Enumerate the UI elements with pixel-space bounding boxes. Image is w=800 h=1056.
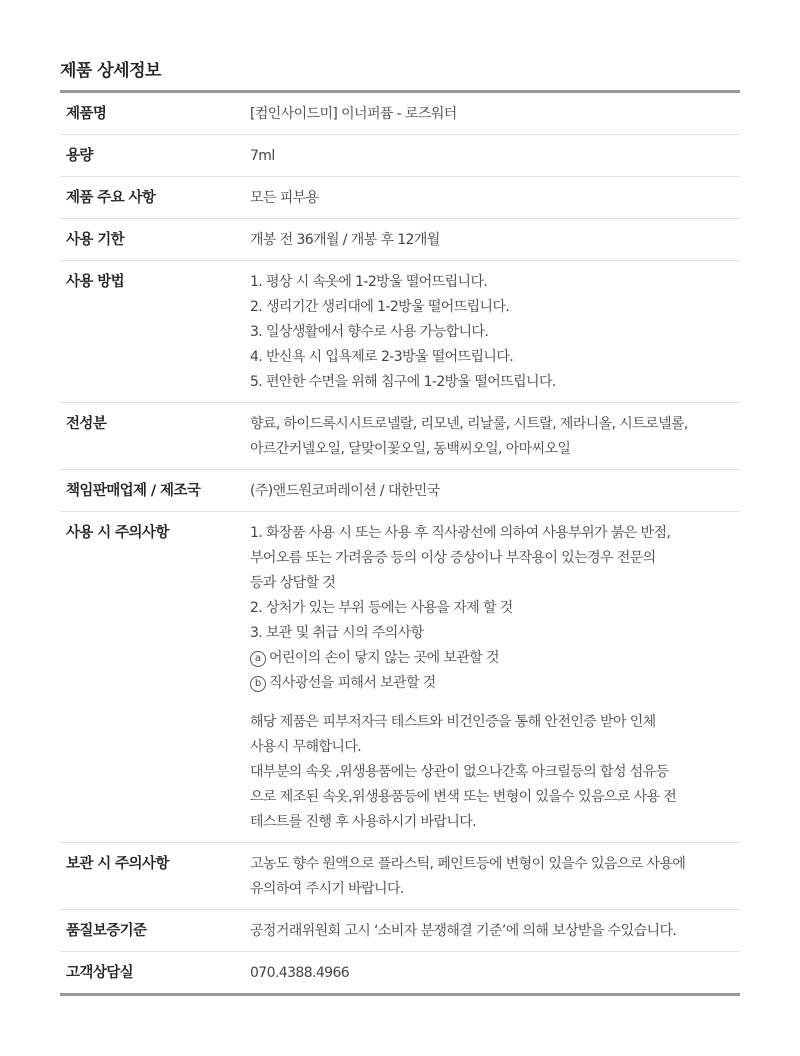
value-line: 개봉 전 36개월 / 개봉 후 12개월 (250, 232, 440, 248)
row-label: 사용 기한 (66, 232, 125, 248)
row-label: 제품 주요 사항 (66, 190, 156, 206)
table-row-product-name (60, 93, 740, 134)
value-line: 부어오름 또는 가려움증 등의 이상 증상이나 부작용이 있는경우 전문의 (250, 550, 656, 566)
value-line: 모든 피부용 (250, 190, 319, 206)
value-line: 1. 화장품 사용 시 또는 사용 후 직사광선에 의하여 사용부위가 붉은 반점, (250, 525, 671, 541)
row-label: 사용 시 주의사항 (66, 525, 169, 541)
table-row-usage (60, 260, 740, 402)
value-line: 해당 제품은 피부저자극 테스트와 비건인증을 통해 안전인증 받아 인체 (250, 714, 656, 730)
table-row-expiry (60, 218, 740, 260)
value-line: 테스트를 진행 후 사용하시기 바랍니다. (250, 814, 477, 830)
row-value (250, 93, 740, 134)
table-row-quality-standard (60, 909, 740, 951)
row-label: 보관 시 주의사항 (66, 856, 169, 872)
value-line: (주)앤드원코퍼레이션 / 대한민국 (250, 483, 440, 499)
row-value (250, 512, 740, 842)
row-value (250, 910, 740, 951)
table-row-manufacturer (60, 469, 740, 511)
value-line: 향료, 하이드록시시트로넬랄, 리모넨, 리날룰, 시트랄, 제라니올, 시트로넬롤, (250, 416, 688, 432)
value-line: 5. 편안한 수면을 위해 침구에 1-2방울 떨어뜨립니다. (250, 374, 556, 390)
page-title: 제품 상세정보 (60, 61, 161, 81)
row-label: 고객상담실 (66, 965, 134, 981)
value-line: 고농도 향수 원액으로 플라스틱, 페인트등에 변형이 있을수 있음으로 사용에 (250, 856, 686, 872)
row-value (250, 403, 740, 469)
value-line: 1. 평상 시 속옷에 1-2방울 떨어뜨립니다. (250, 274, 488, 290)
circled-letter-a: a (250, 651, 266, 667)
row-label: 품질보증기준 (66, 923, 147, 939)
product-detail-section (60, 58, 740, 996)
value-line: [컴인사이드미] 이너퍼퓸 - 로즈워터 (250, 106, 457, 122)
row-label: 책임판매업제 / 제조국 (66, 483, 201, 499)
row-label: 전성분 (66, 416, 107, 432)
value-line: 3. 보관 및 취급 시의 주의사항 (250, 625, 424, 641)
row-label: 용량 (66, 148, 93, 164)
circled-letter-b: b (250, 676, 266, 692)
sub-item-text: 직사광선을 피해서 보관할 것 (269, 675, 436, 691)
product-info-table (60, 90, 740, 996)
paragraph-gap (250, 696, 740, 710)
value-line: 유의하여 주시기 바랍니다. (250, 881, 404, 897)
row-value (250, 135, 740, 176)
table-row-ingredients (60, 402, 740, 469)
row-value (250, 952, 740, 993)
row-value (250, 219, 740, 260)
value-line: 공정거래위원회 고시 ‘소비자 분쟁해결 기준’에 의해 보상받을 수있습니다. (250, 923, 677, 939)
sub-item (250, 671, 740, 696)
value-line: 사용시 무해합니다. (250, 739, 362, 755)
table-row-volume (60, 134, 740, 176)
value-line: 아르간커넬오일, 달맞이꽃오일, 동백씨오일, 아마씨오일 (250, 441, 571, 457)
table-row-key-info (60, 176, 740, 218)
value-line: 2. 상처가 있는 부위 등에는 사용을 자제 할 것 (250, 600, 513, 616)
value-line: 대부분의 속옷 ,위생용품에는 상관이 없으나간혹 아크릴등의 합성 섬유등 (250, 764, 669, 780)
row-value (250, 470, 740, 511)
sub-item-text: 어린이의 손이 닿지 않는 곳에 보관할 것 (269, 650, 499, 666)
row-value (250, 843, 740, 909)
table-row-storage (60, 842, 740, 909)
row-label: 제품명 (66, 106, 107, 122)
value-line: 등과 상담할 것 (250, 575, 336, 591)
value-line: 7ml (250, 148, 275, 164)
row-value (250, 177, 740, 218)
value-line: 으로 제조된 속옷,위생용품등에 변색 또는 변형이 있을수 있음으로 사용 전 (250, 789, 677, 805)
row-label: 사용 방법 (66, 274, 125, 290)
row-value (250, 261, 740, 402)
value-line: 4. 반신욕 시 입욕제로 2-3방울 떨어뜨립니다. (250, 349, 514, 365)
table-row-precautions (60, 511, 740, 842)
table-row-customer-service (60, 951, 740, 993)
sub-item (250, 646, 740, 671)
value-line: 3. 일상생활에서 향수로 사용 가능합니다. (250, 324, 489, 340)
value-line: 2. 생리기간 생리대에 1-2방울 떨어뜨립니다. (250, 299, 510, 315)
value-line: 070.4388.4966 (250, 965, 350, 981)
